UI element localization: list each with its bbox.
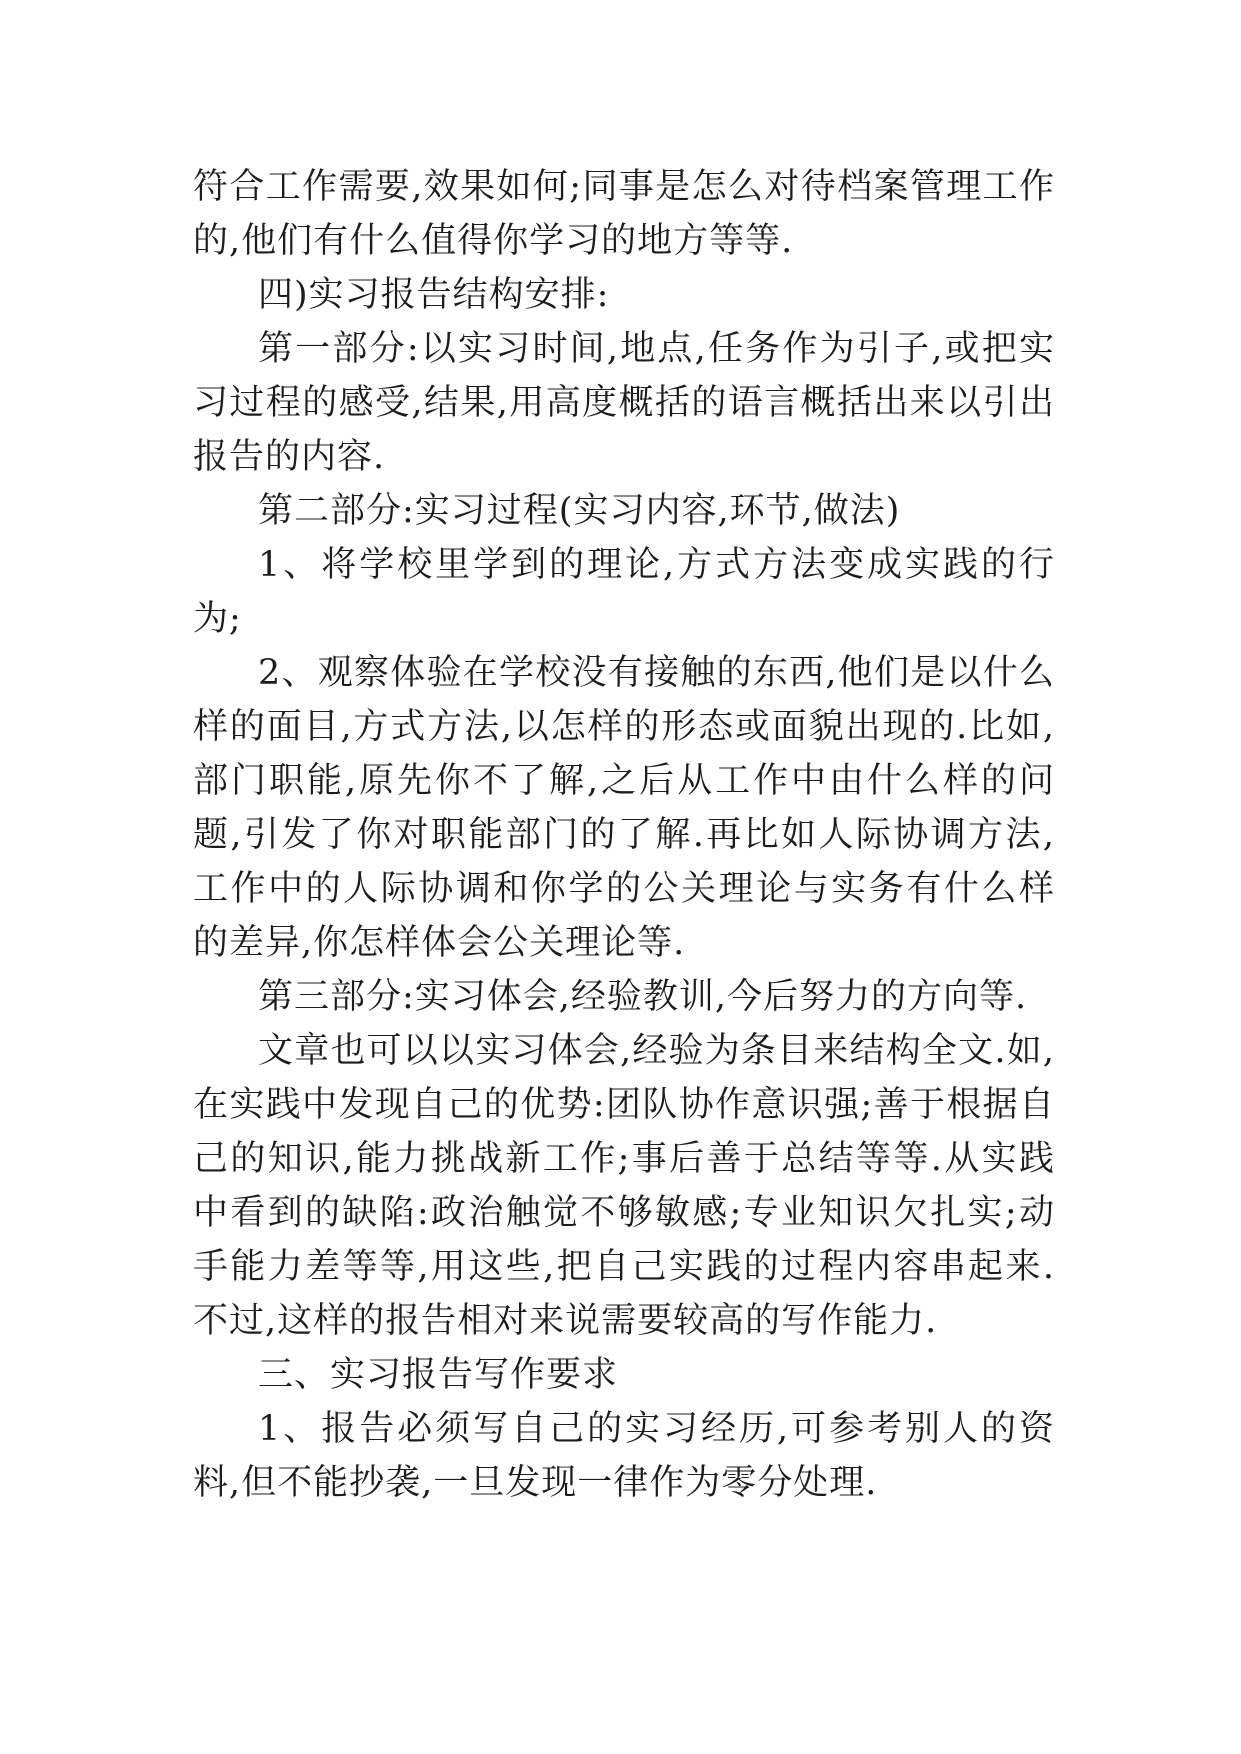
paragraph-1: 符合工作需要,效果如何;同事是怎么对待档案管理工作的,他们有什么值得你学习的地方等等. [193,167,1055,261]
document-body [193,160,1055,1510]
requirement-item-1: 1、报告必须写自己的实习经历,可参考别人的资料,但不能抄袭,一旦发现一律作为零分处理. [193,1409,1055,1503]
list-item-1: 1、将学校里学到的理论,方式方法变成实践的行为; [193,545,1055,639]
paragraph-alternative-structure: 文章也可以以实习体会,经验为条目来结构全文.如,在实践中发现自己的优势:团队协作意识强;善于根据自己的知识,能力挑战新工作;事后善于总结等等.从实践中看到的缺陷:政治触觉不够敏感;专业知识欠扎实;动手能力差等等,用这些,把自己实践的过程内容串起来.不过,这样的报告相对来说需要较高的写作能力. [193,1031,1055,1341]
section-heading-requirements: 三、实习报告写作要求 [258,1355,619,1395]
paragraph-part-one: 第一部分:以实习时间,地点,任务作为引子,或把实习过程的感受,结果,用高度概括的语言概括出来以引出报告的内容. [193,329,1055,477]
section-heading-structure: 四)实习报告结构安排: [258,275,610,315]
list-item-2: 2、观察体验在学校没有接触的东西,他们是以什么样的面目,方式方法,以怎样的形态或面貌出现的.比如,部门职能,原先你不了解,之后从工作中由什么样的问题,引发了你对职能部门的了解.再比如人际协调方法,工作中的人际协调和你学的公关理论与实务有什么样的差异,你怎样体会公关理论等. [193,653,1055,963]
paragraph-part-three: 第三部分:实习体会,经验教训,今后努力的方向等. [258,977,1028,1017]
paragraph-part-two: 第二部分:实习过程(实习内容,环节,做法) [258,491,901,531]
